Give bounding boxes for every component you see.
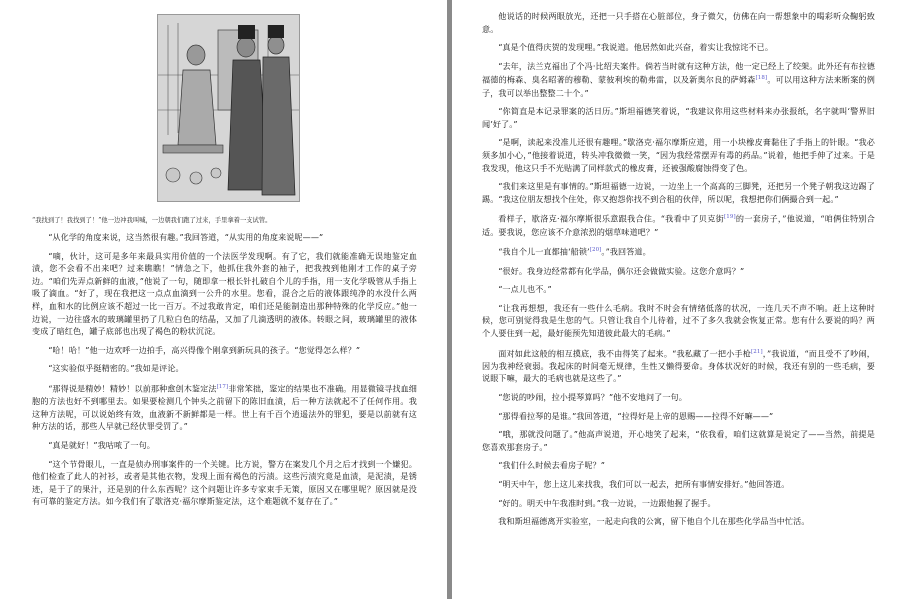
paragraph: “很好。我身边经常都有化学品，偶尔还会做做实验。这您介意吗？”: [498, 265, 745, 276]
illustration-engraving: [158, 15, 299, 201]
paragraph: [482, 211, 875, 238]
paragraph: “一点儿也不。”: [498, 284, 552, 295]
paragraph-text: ，”我说道，“而且受不了吵闹，因为我神经衰弱。我起床的时间毫无规律，生性又懒得要命。身体状况好的时候，我还有别的一些毛病，要说眼下嘛，最大的毛病也就是这些了。”: [482, 348, 875, 384]
paragraph: “从化学的角度来说，这当然很有趣。”我回答道，“从实用的角度来说呢——”: [48, 232, 324, 242]
paragraph: “明天中午，您上这儿来找我，我们可以一起去，把所有事情安排好。”他回答道。: [498, 478, 790, 489]
footnote-link[interactable]: [17]: [216, 383, 229, 390]
paragraph: [482, 346, 875, 385]
paragraph: “我们什么时候去看房子呢？”: [498, 460, 605, 471]
paragraph: [482, 60, 875, 99]
left-page: [0, 0, 447, 599]
paragraph: “您说的吵闹，拉小提琴算吗？”他不安地问了一句。: [498, 392, 687, 402]
footnote-link[interactable]: [20]: [589, 247, 602, 254]
paragraph: “那得看拉琴的是谁。”我回答道，“拉得好是上帝的恩赐——拉得不好嘛——”: [498, 410, 774, 421]
paragraph: “嘀，伙计，这可是多年来最具实用价值的一个法医学发现啊。有了它，我们就能准确无误地鉴定血渍，您不会看不出来吧？过来瞧瞧！”情急之下，他抓住我外套的袖子，把我拽到他刚才工作的桌子旁边。“咱们先弄点新鲜的血液，”他说了一句，随即拿一根长针扎破自个儿的手指，用一支化学吸管从手指上吸了滴血。“好了，现在我把这一点点血滴到一公升的水里。您看，混合之后的液体跟纯净的水没什么两样，血和水的比例应该不超过一比一百万。不过我敢肯定，咱们还是能制造出那种特殊的化学反应。”他一边说，一边往盛水的玻璃罐里扔了几粒白色的结晶，又加了几滴透明的液体。转眼之间，玻璃罐里的液体变成了暗红色，罐子底部也出现了褐色的粉状沉淀。: [32, 250, 417, 337]
paragraph: 我和斯坦福德离开实验室，一起走向我的公寓，留下他自个儿在那些化学品当中忙活。: [498, 516, 810, 527]
paragraph: “真是就好！”我咕哝了一句。: [48, 440, 155, 450]
paragraph-text: 。可以用这种方法来断案的例子，我可以举出整整二十个。”: [482, 75, 875, 98]
paragraph-text: 的一套房子，”他说道，“咱俩住特别合适。要我说，您应该不介意浓烈的烟草味道吧？”: [482, 214, 875, 237]
paragraph-text: 。”我回答道。: [601, 246, 651, 257]
paragraph: 他说话的时候两眼放光，还把一只手搭在心脏部位，身子微欠，仿佛在向一帮想象中的喝彩听众鞠躬致意。: [482, 11, 875, 34]
paragraph: “哈！哈！”他一边欢呼一边拍手，高兴得像个刚拿到新玩具的孩子。“您觉得怎么样？”: [48, 344, 361, 355]
paragraph-text: “去年，法兰克福出了个冯·比绍夫案件。倘若当时就有这种方法，他一定已经上了绞架。此外还有布拉德福德的梅森、臭名昭著的穆勒、蒙彼利埃的勒弗雷，以及新奥尔良的萨姆森: [482, 60, 875, 86]
paragraph: [482, 244, 875, 258]
paragraph: “你简直是本记录罪案的活日历。”斯坦福德笑着说，“我建议你用这些材料来办张报纸，名字就叫‘警界旧闻’好了。”: [482, 106, 875, 129]
paragraph-text: 看样子，歇洛克·福尔摩斯很乐意跟我合住。“我看中了贝克街: [498, 214, 724, 225]
right-page: [452, 0, 899, 599]
paragraph: “好的。明天中午我准时到。”我一边说，一边跟他握了握手。: [498, 497, 716, 508]
book-illustration: [157, 14, 300, 202]
paragraph: “这实验似乎挺精密的。”我如是评论。: [48, 363, 184, 374]
paragraph-text: “我自个儿一直都抽‘船锁’: [498, 246, 590, 257]
footnote-link[interactable]: [19]: [724, 214, 736, 221]
paragraph-text: 非常笨拙，鉴定的结果也不准确。用显微镜寻找血细胞的方法也好不到哪里去。如果要检测几个钟头之前留下的陈旧血渍，后一种方法就起不了任何作用。我这种方法呢，可以说始终有效，血液新不新鲜都是一样。世上有千百个逍遥法外的罪犯，要是以前就有这种方法的话，那些人早就已经伏罪受罚了。”: [32, 383, 417, 432]
paragraph: “让我再想想，我还有一些什么毛病。我时不时会有情绪低落的状况，一连几天不声不响。赶上这种时候，您可别觉得我是生您的气。只管让我自个儿待着，过不了多久我就会恢复正常。您有什么要说的吗？两个人要住到一起，最好能预先知道彼此最大的毛病。”: [482, 302, 875, 338]
illustration-caption: “我找到了！我找到了！”他一边冲我叫喊，一边朝我们跑了过来，手里拿着一支试管。: [32, 217, 272, 224]
paragraph: “哦，那就没问题了。”他高声说道，开心地笑了起来，“依我看，咱们这就算是说定了——当然，前提是您喜欢那套房子。”: [482, 429, 875, 452]
paragraph: “我们来这里是有事情的。”斯坦福德一边说，一边坐上一个高高的三脚凳，还把另一个凳子朝我这边踢了踢。“我这位朋友想找个住处，你又抱怨你找不到合租的伙伴，所以呢，我想把你们俩撮合到一起。”: [482, 181, 875, 204]
paragraph-text: 面对如此这般的相互摸底，我不由得笑了起来。“我私藏了一把小手枪: [498, 348, 751, 359]
paragraph: [32, 381, 417, 433]
footnote-link[interactable]: [21]: [751, 348, 763, 355]
footnote-link[interactable]: [18]: [755, 75, 768, 82]
paragraph-text: “那得说是精妙！精妙！以前那种愈创木鉴定法: [48, 383, 217, 394]
paragraph: “真是个值得庆贺的发现哩。”我说道。他居然如此兴奋，着实让我惊诧不已。: [498, 42, 774, 53]
paragraph: “是啊，读起来没准儿还很有趣哩。”歇洛克·福尔摩斯应道，用一小块橡皮膏黏住了手指上的针眼。“我必须多加小心，”他接着说道，转头冲我微微一笑，“因为我经常摆弄有毒的药品。”说着，他把手伸了过来。于是我发现，他这只手不光贴满了同样款式的橡皮膏，还被强酸腐蚀得变了色。: [482, 137, 875, 173]
paragraph: “这个节骨眼儿，一直是侦办刑事案件的一个关键。比方说，警方在案发几个月之后才找到一个嫌犯。他们检查了此人的衬衫，或者是其他衣物，发现上面有褐色的污渍。这些污渍究竟是血渍，是泥渍，是锈迹，是于了的果汁，还是别的什么东西呢？这个问题让许多专家束手无策，原因又在哪里呢？原因就是没有可靠的鉴定方法。如今我们有了歇洛克·福尔摩斯鉴定法，这个难题就不复存在了。”: [32, 458, 417, 507]
